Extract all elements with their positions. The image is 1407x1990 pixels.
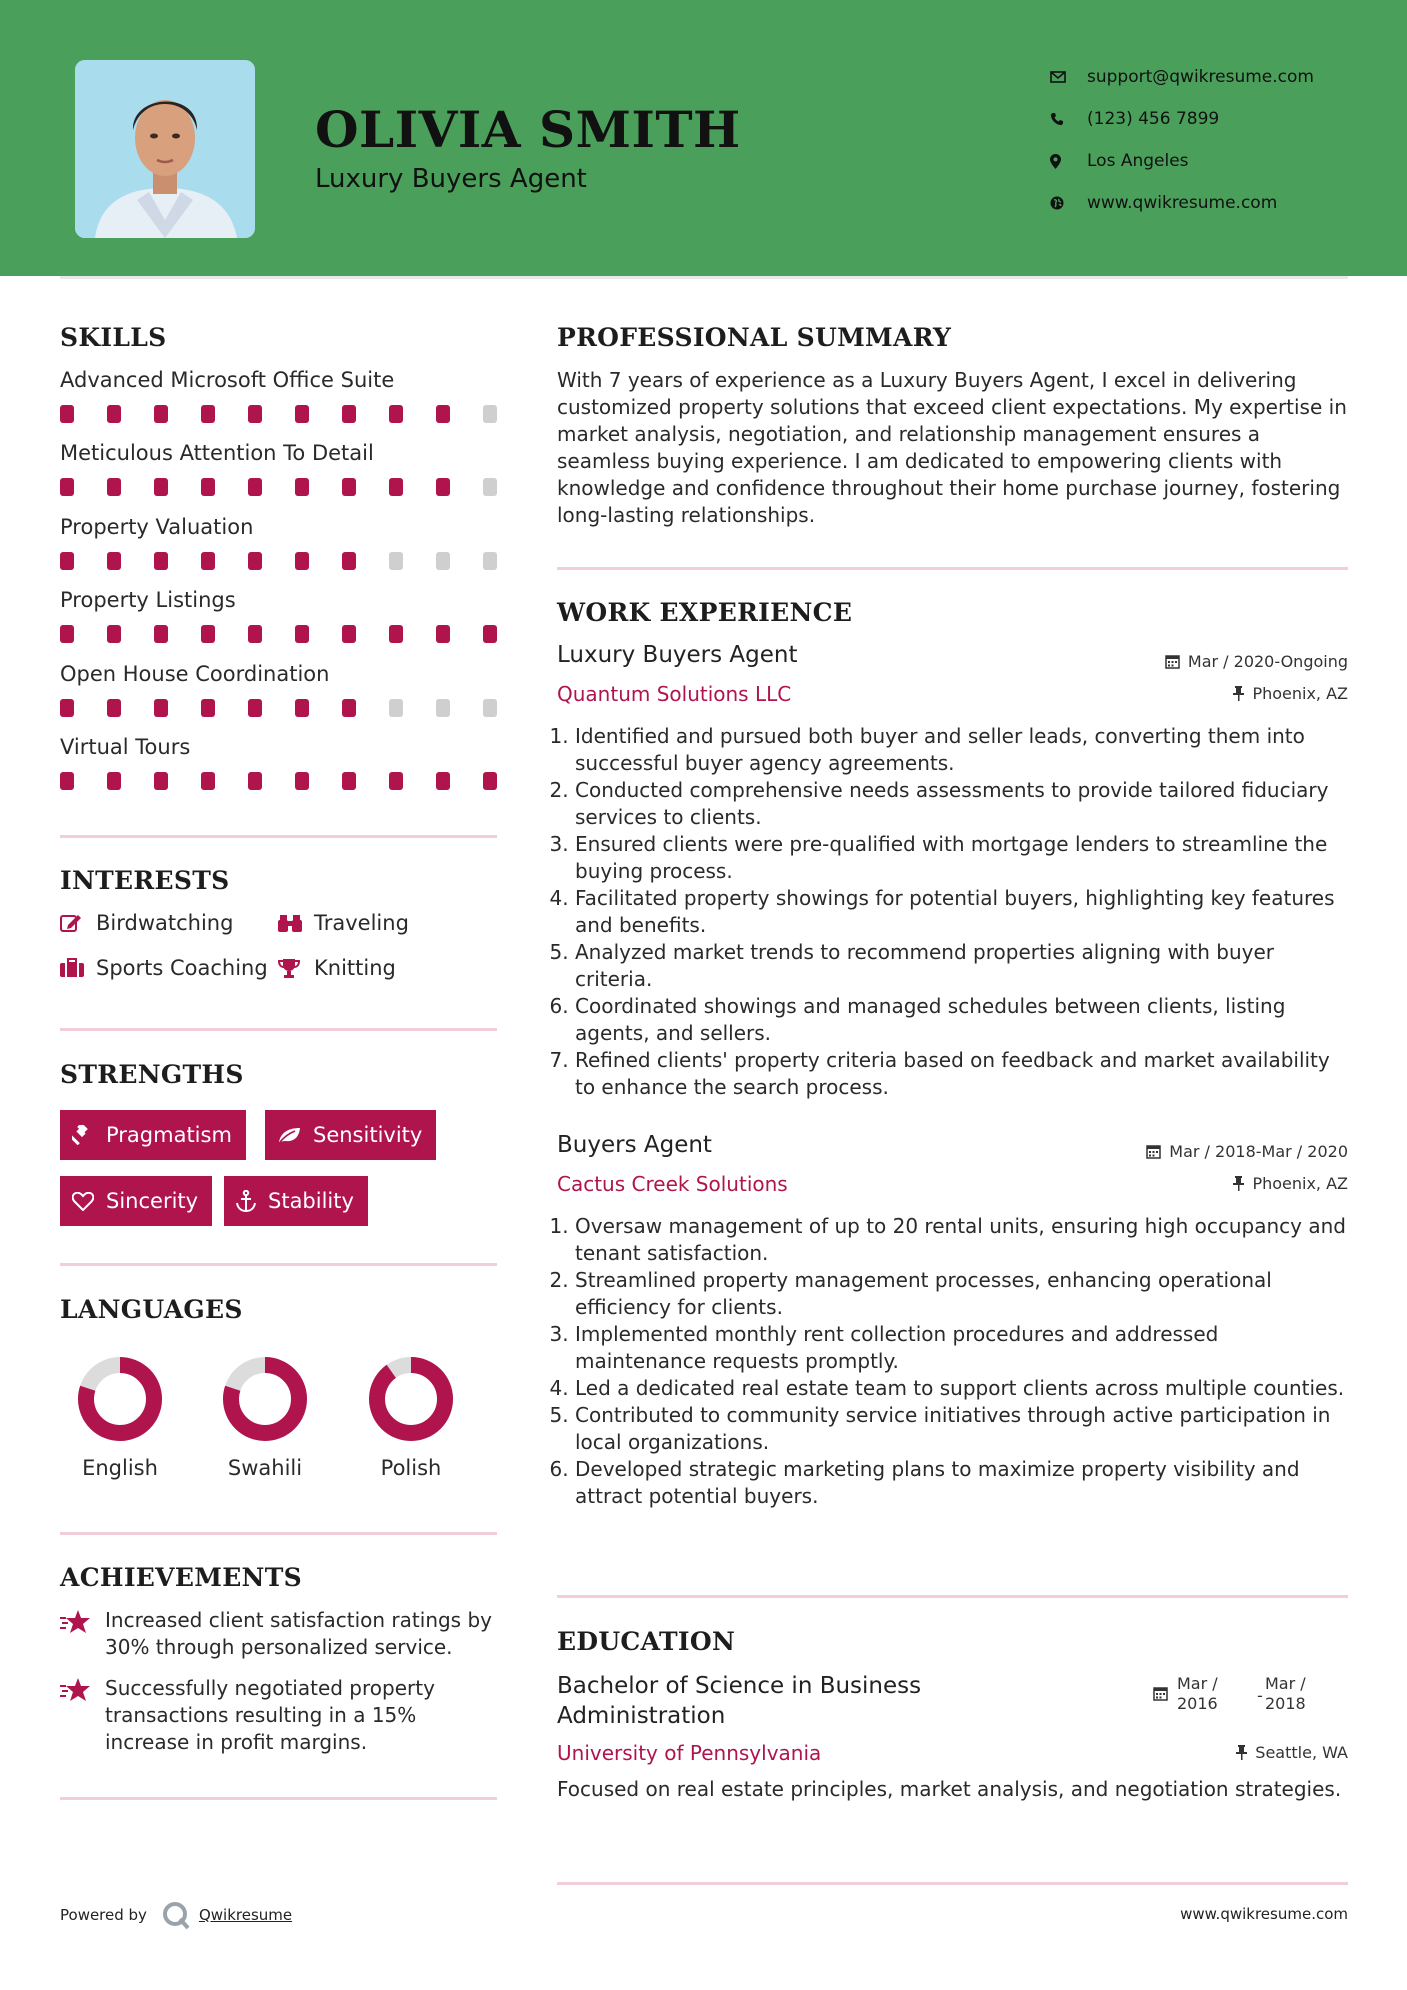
duty-item: 2. Conducted comprehensive needs assessments to provide tailored fiduciary services to clients. — [575, 777, 1348, 831]
skill-rating — [60, 405, 497, 423]
job-duties — [557, 1213, 1348, 1510]
skill-dot-filled — [60, 699, 74, 717]
skill-dot-filled — [342, 478, 356, 496]
duty-item: 1. Oversaw management of up to 20 rental units, ensuring high occupancy and tenant satisfaction. — [575, 1213, 1348, 1267]
language-name: English — [82, 1456, 158, 1480]
language-name: Polish — [380, 1456, 442, 1480]
duty-item: 4. Led a dedicated real estate team to support clients across multiple counties. — [575, 1375, 1348, 1402]
section-divider — [60, 1532, 497, 1535]
skill-rating — [60, 552, 497, 570]
job-location-text: Phoenix, AZ — [1252, 1174, 1348, 1193]
language-name: Swahili — [227, 1456, 303, 1480]
skill-dot-filled — [201, 552, 215, 570]
skill-dot-filled — [60, 552, 74, 570]
footer-url[interactable]: www.qwikresume.com — [1180, 1905, 1348, 1923]
skill-dot-empty — [389, 552, 403, 570]
education-location — [1236, 1743, 1348, 1762]
footer-brand-link[interactable]: Qwikresume — [198, 1906, 293, 1924]
skill-dot-filled — [483, 625, 497, 643]
right-column — [557, 0, 1348, 1990]
footer-powered-by — [60, 1900, 292, 1930]
strength-label: Sincerity — [106, 1189, 199, 1213]
achievement-item — [60, 1607, 497, 1661]
education-end-year: 2018 — [1265, 1694, 1306, 1713]
left-column — [60, 0, 497, 1990]
skill-dot-filled — [342, 552, 356, 570]
language-ring — [77, 1356, 163, 1442]
contact-website-text: www.qwikresume.com — [1087, 193, 1278, 213]
language-item — [351, 1356, 471, 1480]
skill-dot-filled — [154, 772, 168, 790]
pushpin-icon — [1233, 686, 1244, 701]
skill-dot-filled — [295, 552, 309, 570]
heart-icon — [72, 1192, 94, 1211]
skill-dot-empty — [389, 699, 403, 717]
education-location-text: Seattle, WA — [1255, 1743, 1348, 1762]
skill-dot-filled — [342, 625, 356, 643]
skill-dot-filled — [201, 478, 215, 496]
skills-heading: SKILLS — [60, 323, 167, 352]
strength-tag — [60, 1110, 246, 1160]
skill-dot-filled — [389, 772, 403, 790]
skill-dot-filled — [248, 699, 262, 717]
skill-dot-empty — [436, 552, 450, 570]
qwikresume-logo-icon — [161, 1900, 191, 1930]
skill-dot-filled — [342, 699, 356, 717]
job-duties — [557, 723, 1348, 1101]
job-date-text: Mar / 2018-Mar / 2020 — [1169, 1142, 1348, 1161]
experience-heading: WORK EXPERIENCE — [557, 598, 853, 627]
calendar-icon — [1165, 654, 1180, 669]
skill-dot-filled — [295, 405, 309, 423]
star-icon — [60, 1677, 92, 1707]
achievements-heading: ACHIEVEMENTS — [60, 1563, 302, 1592]
languages-heading: LANGUAGES — [60, 1295, 243, 1324]
trophy-icon — [278, 958, 314, 978]
duty-item: 1. Identified and pursued both buyer and seller leads, converting them into successful buyer agency agreements. — [575, 723, 1348, 777]
pushpin-icon — [1233, 1176, 1244, 1191]
skill-dot-filled — [60, 772, 74, 790]
anchor-icon — [236, 1190, 256, 1212]
job-location — [1233, 1174, 1348, 1193]
summary-heading: PROFESSIONAL SUMMARY — [557, 323, 952, 352]
section-divider — [557, 567, 1348, 570]
skill-dot-filled — [483, 772, 497, 790]
duty-item: 5. Analyzed market trends to recommend properties aligning with buyer criteria. — [575, 939, 1348, 993]
section-divider — [60, 1263, 497, 1266]
skill-dot-filled — [107, 625, 121, 643]
contact-email-text: support@qwikresume.com — [1087, 67, 1314, 87]
skill-dot-empty — [483, 405, 497, 423]
strength-label: Pragmatism — [106, 1123, 232, 1147]
skill-dot-filled — [60, 625, 74, 643]
achievement-text: Increased client satisfaction ratings by 30% through personalized service. — [105, 1608, 492, 1659]
skill-dot-filled — [342, 772, 356, 790]
contact-phone-text: (123) 456 7899 — [1087, 109, 1220, 129]
skill-name: Advanced Microsoft Office Suite — [60, 368, 395, 392]
job-title: Buyers Agent — [557, 1132, 712, 1158]
job-date — [1146, 1142, 1348, 1161]
education-start-year: 2016 — [1177, 1694, 1218, 1713]
skill-dot-filled — [436, 772, 450, 790]
interest-label: Sports Coaching — [96, 956, 268, 980]
skill-rating — [60, 699, 497, 717]
duty-item: 4. Facilitated property showings for potential buyers, highlighting key features and benefits. — [575, 885, 1348, 939]
section-divider — [557, 1882, 1348, 1885]
skill-dot-filled — [107, 552, 121, 570]
skill-dot-filled — [201, 699, 215, 717]
candidate-name: OLIVIA SMITH — [315, 100, 741, 159]
binoculars-icon — [278, 913, 314, 933]
skill-dot-filled — [295, 772, 309, 790]
skill-dot-filled — [248, 405, 262, 423]
skill-dot-filled — [60, 405, 74, 423]
duty-item: 3. Ensured clients were pre-qualified with mortgage lenders to streamline the buying process. — [575, 831, 1348, 885]
strength-label: Stability — [268, 1189, 354, 1213]
language-item — [205, 1356, 325, 1480]
duty-item: 6. Developed strategic marketing plans to maximize property visibility and attract potential buyers. — [575, 1456, 1348, 1510]
skill-dot-filled — [107, 699, 121, 717]
section-divider — [60, 835, 497, 838]
education-end — [1265, 1674, 1325, 1714]
achievement-text: Successfully negotiated property transactions resulting in a 15% increase in profit margins. — [105, 1676, 435, 1754]
section-divider — [557, 1595, 1348, 1598]
school-name: University of Pennsylvania — [557, 1741, 822, 1765]
degree-title: Bachelor of Science in Business Administration — [557, 1673, 922, 1729]
skill-dot-filled — [248, 552, 262, 570]
language-ring — [368, 1356, 454, 1442]
education-start-month: Mar / — [1177, 1674, 1218, 1693]
skill-dot-filled — [389, 478, 403, 496]
company-name: Cactus Creek Solutions — [557, 1172, 788, 1196]
interest-item — [278, 911, 409, 935]
skill-rating — [60, 625, 497, 643]
powered-by-label: Powered by — [60, 1906, 147, 1924]
gavel-icon — [72, 1125, 94, 1145]
section-divider — [60, 1797, 497, 1800]
briefcase-icon — [60, 958, 96, 978]
education-start — [1177, 1674, 1237, 1714]
skill-name: Meticulous Attention To Detail — [60, 441, 374, 465]
skill-dot-filled — [154, 405, 168, 423]
interest-label: Traveling — [314, 911, 409, 935]
skill-dot-empty — [436, 699, 450, 717]
achievement-item — [60, 1675, 497, 1756]
skill-dot-filled — [436, 478, 450, 496]
education-description: Focused on real estate principles, market analysis, and negotiation strategies. — [557, 1777, 1342, 1801]
skill-rating — [60, 478, 497, 496]
skill-dot-filled — [389, 405, 403, 423]
contact-location-text: Los Angeles — [1087, 151, 1189, 171]
skill-name: Virtual Tours — [60, 735, 191, 759]
job-title: Luxury Buyers Agent — [557, 642, 798, 668]
summary-text: With 7 years of experience as a Luxury Buyers Agent, I excel in delivering customized property solutions that exceed client expectations. My expertise in market analysis, negotiation, and relationship management ensures a seamless buying experience. I am dedicated to empowering clients with knowledge and confidence throughout their home purchase journey, fostering long-lasting relationships. — [557, 368, 1347, 527]
job-date-text: Mar / 2020-Ongoing — [1187, 652, 1348, 671]
education-heading: EDUCATION — [557, 1627, 736, 1656]
skill-dot-filled — [436, 405, 450, 423]
language-ring-fill — [377, 1365, 445, 1433]
skill-dot-filled — [436, 625, 450, 643]
skill-dot-filled — [201, 772, 215, 790]
candidate-title: Luxury Buyers Agent — [315, 164, 587, 194]
strengths-heading: STRENGTHS — [60, 1060, 244, 1089]
skill-dot-filled — [107, 772, 121, 790]
skill-dot-filled — [154, 699, 168, 717]
interest-label: Knitting — [314, 956, 396, 980]
skill-dot-filled — [248, 478, 262, 496]
skill-name: Property Valuation — [60, 515, 254, 539]
skill-dot-filled — [154, 478, 168, 496]
skill-dot-filled — [107, 405, 121, 423]
calendar-icon — [1146, 1144, 1161, 1159]
strength-tag — [224, 1176, 368, 1226]
section-divider — [60, 1028, 497, 1031]
interest-item — [60, 911, 233, 935]
skill-dot-filled — [248, 625, 262, 643]
skill-dot-filled — [389, 625, 403, 643]
duty-item: 7. Refined clients' property criteria based on feedback and market availability to enhance the search process. — [575, 1047, 1348, 1101]
duty-item: 6. Coordinated showings and managed schedules between clients, listing agents, and sellers. — [575, 993, 1348, 1047]
skill-dot-empty — [483, 552, 497, 570]
skill-name: Property Listings — [60, 588, 236, 612]
skill-dot-filled — [201, 405, 215, 423]
job-location — [1233, 684, 1348, 703]
interest-label: Birdwatching — [96, 911, 234, 935]
pencil-square-icon — [60, 913, 96, 933]
skill-dot-empty — [483, 478, 497, 496]
skill-dot-filled — [154, 625, 168, 643]
strength-label: Sensitivity — [313, 1123, 423, 1147]
skill-dot-empty — [483, 699, 497, 717]
leaf-icon — [277, 1126, 301, 1144]
skill-dot-filled — [295, 699, 309, 717]
skill-dot-filled — [154, 552, 168, 570]
duty-item: 3. Implemented monthly rent collection procedures and addressed maintenance requests promptly. — [575, 1321, 1348, 1375]
skill-dot-filled — [201, 625, 215, 643]
calendar-icon — [1153, 1686, 1168, 1706]
education-date-sep: - — [1257, 1686, 1263, 1705]
skill-dot-filled — [107, 478, 121, 496]
strength-tag — [265, 1110, 436, 1160]
strength-tag — [60, 1176, 212, 1226]
language-ring — [222, 1356, 308, 1442]
skill-dot-filled — [295, 625, 309, 643]
company-name: Quantum Solutions LLC — [557, 682, 792, 706]
interest-item — [278, 956, 396, 980]
duty-item: 5. Contributed to community service initiatives through active participation in local organizations. — [575, 1402, 1348, 1456]
pushpin-icon — [1236, 1745, 1247, 1760]
duty-item: 2. Streamlined property management processes, enhancing operational efficiency for clients. — [575, 1267, 1348, 1321]
interest-item — [60, 956, 268, 980]
skill-dot-filled — [248, 772, 262, 790]
skill-dot-filled — [60, 478, 74, 496]
skill-rating — [60, 772, 497, 790]
education-end-month: Mar / — [1265, 1674, 1306, 1693]
language-item — [60, 1356, 180, 1480]
skill-dot-filled — [295, 478, 309, 496]
job-date — [1165, 652, 1348, 671]
skill-dot-filled — [342, 405, 356, 423]
interests-heading: INTERESTS — [60, 866, 230, 895]
star-icon — [60, 1609, 92, 1639]
job-location-text: Phoenix, AZ — [1252, 684, 1348, 703]
skill-name: Open House Coordination — [60, 662, 330, 686]
